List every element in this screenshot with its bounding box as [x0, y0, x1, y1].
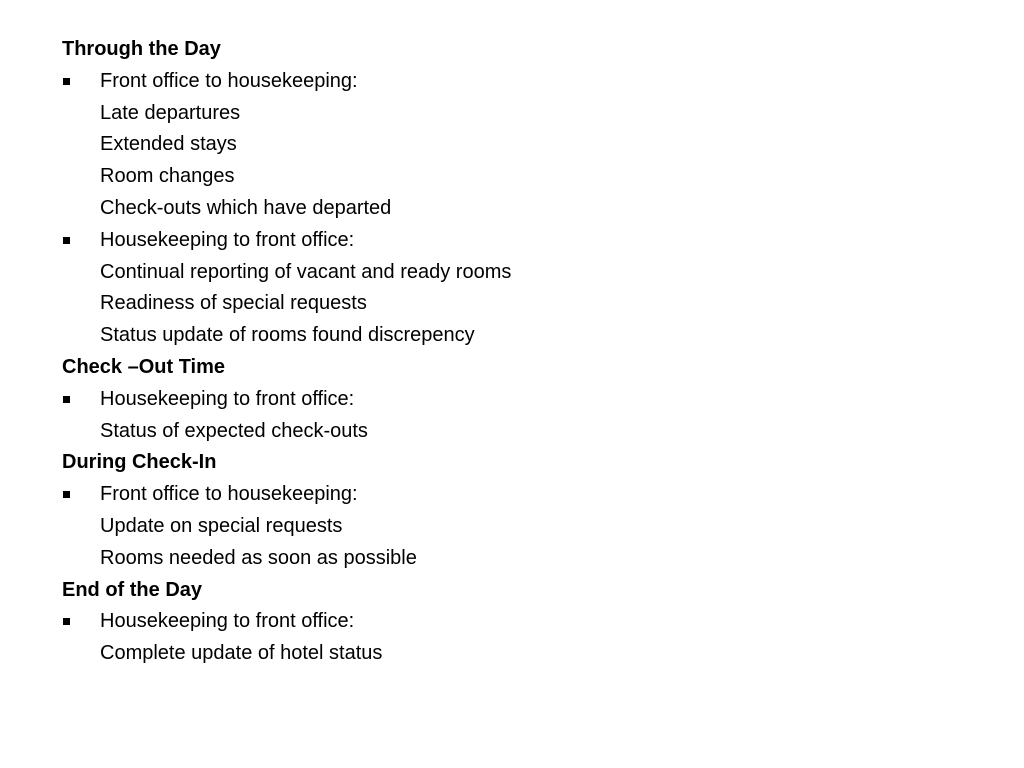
- square-bullet-icon: [63, 237, 70, 244]
- square-bullet-icon: [63, 396, 70, 403]
- square-bullet-icon: [63, 78, 70, 85]
- sub-item: Readiness of special requests: [100, 292, 367, 315]
- sub-item: Update on special requests: [100, 514, 343, 537]
- sub-item: Status update of rooms found discrepency: [100, 324, 475, 347]
- section-heading: End of the Day: [62, 578, 203, 601]
- sub-item: Complete update of hotel status: [100, 642, 383, 665]
- bullet-label: Housekeeping to front office:: [100, 610, 355, 633]
- sub-item: Late departures: [100, 101, 241, 124]
- section-heading: Check –Out Time: [62, 355, 226, 378]
- bullet-item: [62, 384, 962, 416]
- sub-item: Extended stays: [100, 133, 237, 156]
- sub-item: Continual reporting of vacant and ready rooms: [100, 260, 512, 283]
- square-bullet-icon: [63, 491, 70, 498]
- bullet-item: [62, 479, 962, 511]
- sub-item: Check-outs which have departed: [100, 196, 392, 219]
- section-heading: During Check-In: [62, 451, 217, 474]
- bullet-label: Front office to housekeeping:: [100, 483, 358, 506]
- sub-item: Status of expected check-outs: [100, 419, 368, 442]
- section-heading: Through the Day: [62, 38, 221, 60]
- bullet-item: [62, 225, 962, 257]
- bullet-item: [62, 66, 962, 98]
- slide-content: [62, 34, 962, 670]
- sub-item: Room changes: [100, 165, 235, 188]
- square-bullet-icon: [63, 618, 70, 625]
- bullet-label: Front office to housekeeping:: [100, 69, 358, 92]
- bullet-label: Housekeeping to front office:: [100, 387, 355, 410]
- sub-item: Rooms needed as soon as possible: [100, 546, 417, 569]
- bullet-item: [62, 606, 962, 638]
- bullet-label: Housekeeping to front office:: [100, 228, 355, 251]
